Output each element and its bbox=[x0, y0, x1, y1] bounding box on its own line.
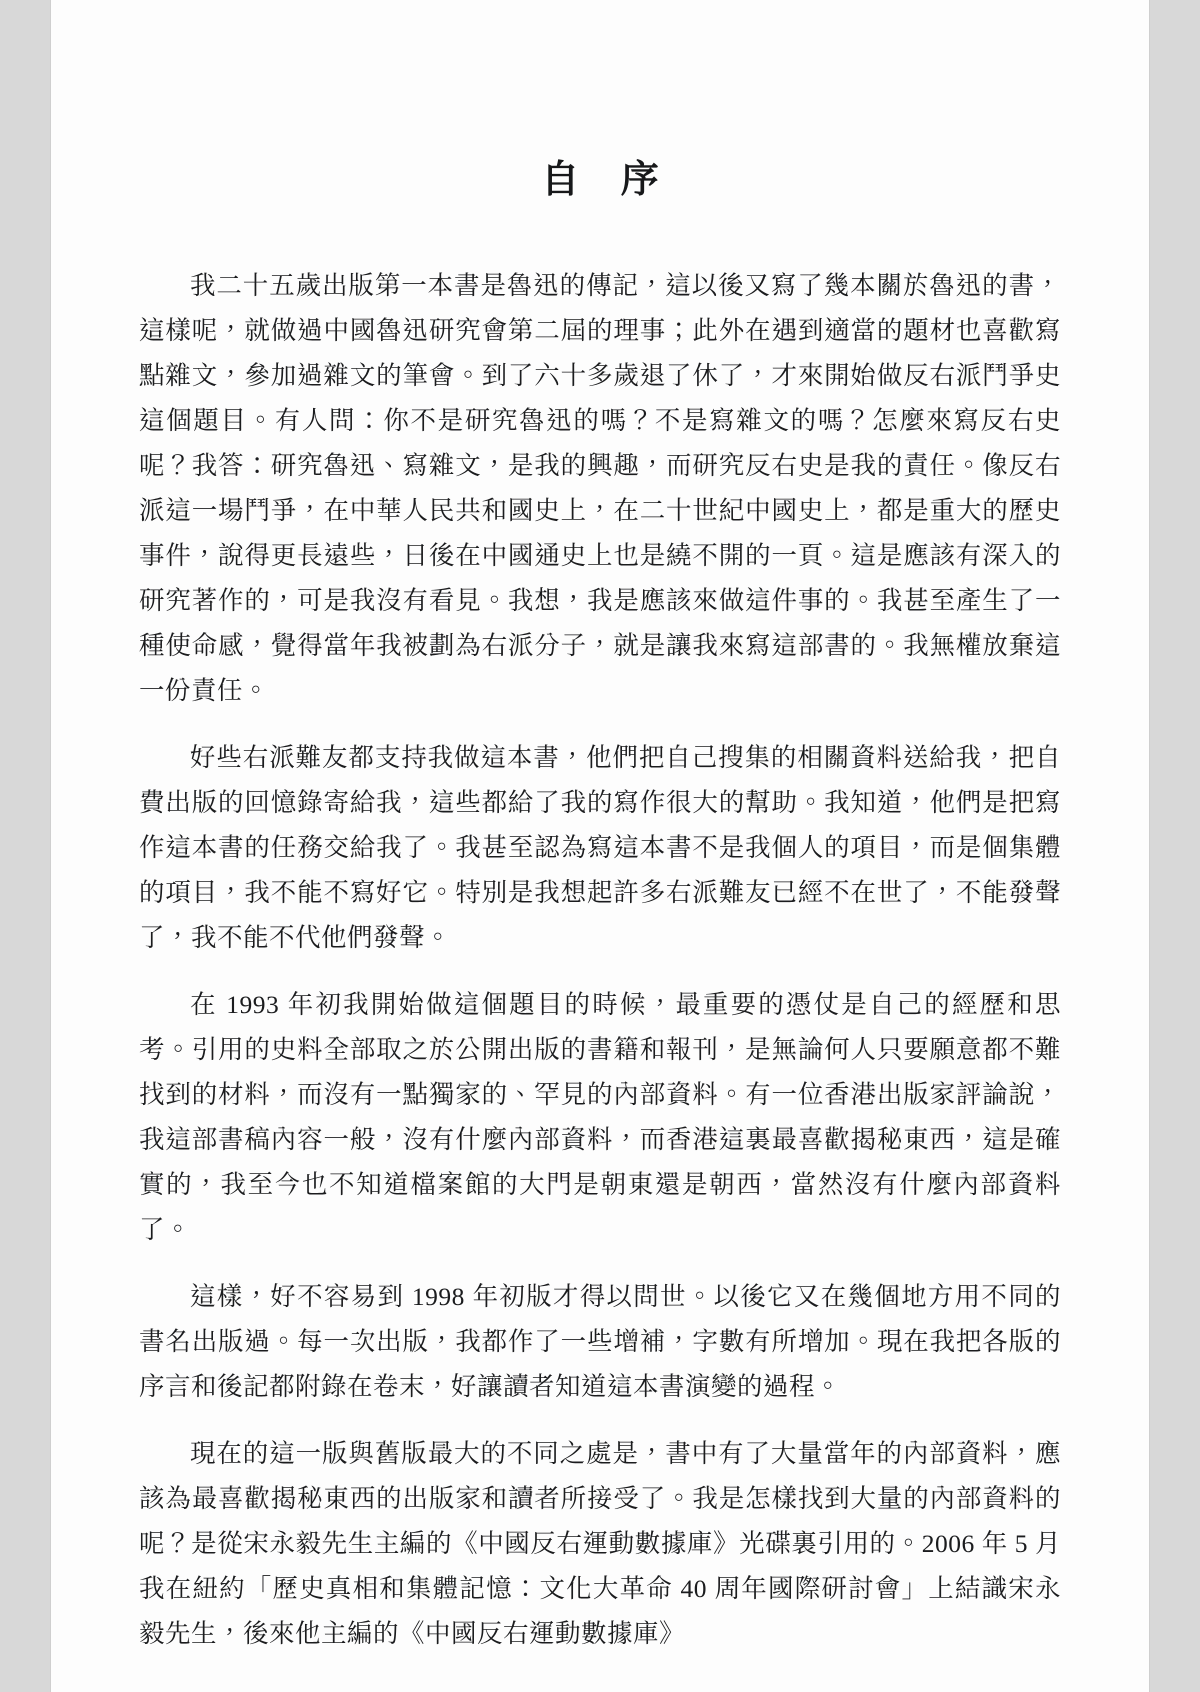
page-title: 自 序 bbox=[541, 159, 675, 201]
paragraph: 好些右派難友都支持我做這本書，他們把自己搜集的相關資料送給我，把自費出版的回憶錄寄給我，這些都給了我的寫作很大的幫助。我知道，他們是把寫作這本書的任務交給我了。我甚至認為寫這本書不是我個人的項目，而是個集體的項目，我不能不寫好它。特別是我想起許多右派難友已經不在世了，不能發聲了，我不能不代他們發聲。 bbox=[139, 743, 1061, 952]
paragraph: 這樣，好不容易到 1998 年初版才得以問世。以後它又在幾個地方用不同的書名出版過。每一次出版，我都作了一些增補，字數有所增加。現在我把各版的序言和後記都附錄在卷末，好讓讀者知道這本書演變的過程。 bbox=[139, 1282, 1061, 1401]
page-content-area bbox=[51, 148, 1149, 1656]
paragraph: 我二十五歲出版第一本書是魯迅的傳記，這以後又寫了幾本關於魯迅的書，這樣呢，就做過中國魯迅研究會第二屆的理事；此外在遇到適當的題材也喜歡寫點雜文，參加過雜文的筆會。到了六十多歲退了休了，才來開始做反右派鬥爭史這個題目。有人問：你不是研究魯迅的嗎？不是寫雜文的嗎？怎麼來寫反右史呢？我答：研究魯迅、寫雜文，是我的興趣，而研究反右史是我的責任。像反右派這一場鬥爭，在中華人民共和國史上，在二十世紀中國史上，都是重大的歷史事件，說得更長遠些，日後在中國通史上也是繞不開的一頁。這是應該有深入的研究著作的，可是我沒有看見。我想，我是應該來做這件事的。我甚至產生了一種使命感，覺得當年我被劃為右派分子，就是讓我來寫這部書的。我無權放棄這一份責任。 bbox=[139, 271, 1061, 705]
paragraph: 在 1993 年初我開始做這個題目的時候，最重要的憑仗是自己的經歷和思考。引用的史料全部取之於公開出版的書籍和報刊，是無論何人只要願意都不難找到的材料，而沒有一點獨家的、罕見的內部資料。有一位香港出版家評論說，我這部書稿內容一般，沒有什麼內部資料，而香港這裏最喜歡揭秘東西，這是確實的，我至今也不知道檔案館的大門是朝東還是朝西，當然沒有什麼內部資料了。 bbox=[139, 990, 1061, 1244]
paragraph: 現在的這一版與舊版最大的不同之處是，書中有了大量當年的內部資料，應該為最喜歡揭秘東西的出版家和讀者所接受了。我是怎樣找到大量的內部資料的呢？是從宋永毅先生主編的《中國反右運動數據庫》光碟裏引用的。2006 年 5 月我在紐約「歷史真相和集體記憶：文化大革命 40 周年國際研討會」上結識宋永毅先生，後來他主編的《中國反右運動數據庫》 bbox=[139, 1439, 1061, 1648]
document-page bbox=[51, 0, 1149, 1692]
body-text bbox=[139, 263, 1061, 1656]
